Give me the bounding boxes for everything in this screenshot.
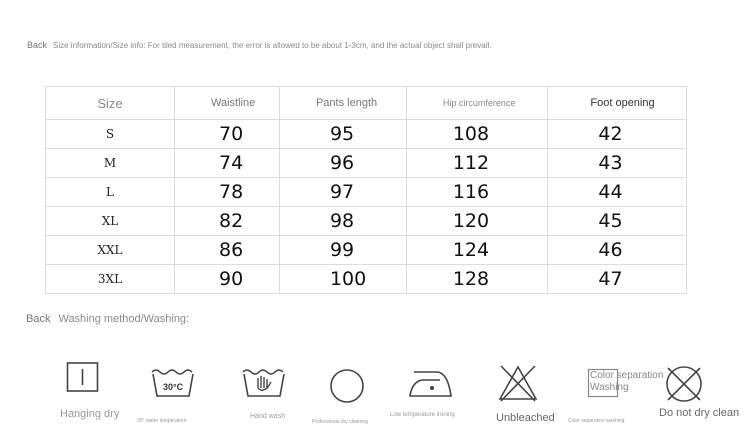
hip-cell: 124: [406, 236, 548, 265]
foot-opening-cell: 47: [548, 265, 687, 294]
hip-cell: 120: [406, 207, 548, 236]
size-cell: S: [46, 120, 175, 149]
waistline-cell: 82: [175, 207, 280, 236]
back-link[interactable]: Back: [27, 40, 48, 50]
back-link[interactable]: Back: [26, 313, 51, 325]
professional-dry-cleaning-icon: [329, 368, 365, 404]
foot-opening-cell: 45: [548, 207, 687, 236]
pants-length-cell: 96: [279, 149, 406, 178]
hip-cell: 112: [406, 149, 548, 178]
size-cell: M: [46, 149, 175, 178]
foot-opening-cell: 46: [548, 236, 687, 265]
table-row: [46, 178, 687, 207]
washing-section-title: [26, 313, 189, 325]
hip-cell: 116: [406, 178, 548, 207]
header-waistline: Waistline: [175, 87, 280, 120]
size-cell: XXL: [46, 236, 175, 265]
table-header-row: [46, 87, 687, 120]
hip-cell: 128: [406, 265, 548, 294]
hanging-dry-icon: [66, 360, 100, 394]
care-label: 30° water temperature: [137, 418, 187, 424]
temperature-badge: 30°C: [163, 382, 184, 392]
size-cell: L: [46, 178, 175, 207]
care-label: Hanging dry: [60, 408, 120, 420]
waistline-cell: 90: [175, 265, 280, 294]
care-label: Hand wash: [250, 413, 286, 420]
washing-title-text: Washing method/Washing:: [58, 313, 190, 325]
size-cell: 3XL: [46, 265, 175, 294]
waistline-cell: 78: [175, 178, 280, 207]
do-not-dry-clean-icon: [664, 364, 704, 404]
header-hip-circumference: Hip circumference: [406, 87, 548, 120]
care-item-do-not-dry-clean: [659, 364, 740, 419]
waistline-cell: 74: [175, 149, 280, 178]
pants-length-cell: 95: [279, 120, 406, 149]
care-item-hand-wash: [241, 366, 287, 420]
header-size: Size: [46, 87, 175, 120]
foot-opening-cell: 42: [548, 120, 687, 149]
do-not-bleach-icon: [497, 363, 539, 403]
care-label: Color separation washing: [568, 418, 625, 424]
care-label: Low temperature ironing: [390, 412, 455, 418]
size-info-note: [27, 40, 491, 50]
size-info-text: Size information/Size info: For tiled measurement, the error is allowed to be about 1-3cm, and the actual object shall prevail.: [53, 41, 492, 50]
table-row: [46, 265, 687, 294]
low-temperature-ironing-icon: [408, 366, 454, 400]
table-row: [46, 236, 687, 265]
care-item-do-not-bleach: [496, 363, 555, 424]
table-row: [46, 120, 687, 149]
size-table: [45, 86, 687, 294]
care-item-water-temperature: [137, 368, 196, 424]
care-item-color-separation: [568, 368, 664, 424]
hip-cell: 108: [406, 120, 548, 149]
table-row: [46, 207, 687, 236]
header-pants-length: Pants length: [279, 87, 406, 120]
pants-length-cell: 100: [279, 265, 406, 294]
care-item-low-temperature-ironing: [390, 366, 455, 418]
pants-length-cell: 99: [279, 236, 406, 265]
care-item-professional-dry-cleaning: [312, 368, 368, 425]
foot-opening-cell: 43: [548, 149, 687, 178]
header-foot-opening: Foot opening: [548, 87, 687, 120]
hand-wash-icon: [241, 366, 287, 400]
waistline-cell: 86: [175, 236, 280, 265]
care-item-hanging-dry: [60, 360, 120, 420]
foot-opening-cell: 44: [548, 178, 687, 207]
care-label: Professional dry cleaning: [312, 419, 368, 425]
waistline-cell: 70: [175, 120, 280, 149]
care-label: Do not dry clean: [659, 407, 740, 419]
pants-length-cell: 97: [279, 178, 406, 207]
color-separation-overlay: Color separation Washing: [590, 370, 664, 393]
table-row: [46, 149, 687, 178]
care-label: Unbleached: [496, 412, 555, 424]
pants-length-cell: 98: [279, 207, 406, 236]
size-cell: XL: [46, 207, 175, 236]
